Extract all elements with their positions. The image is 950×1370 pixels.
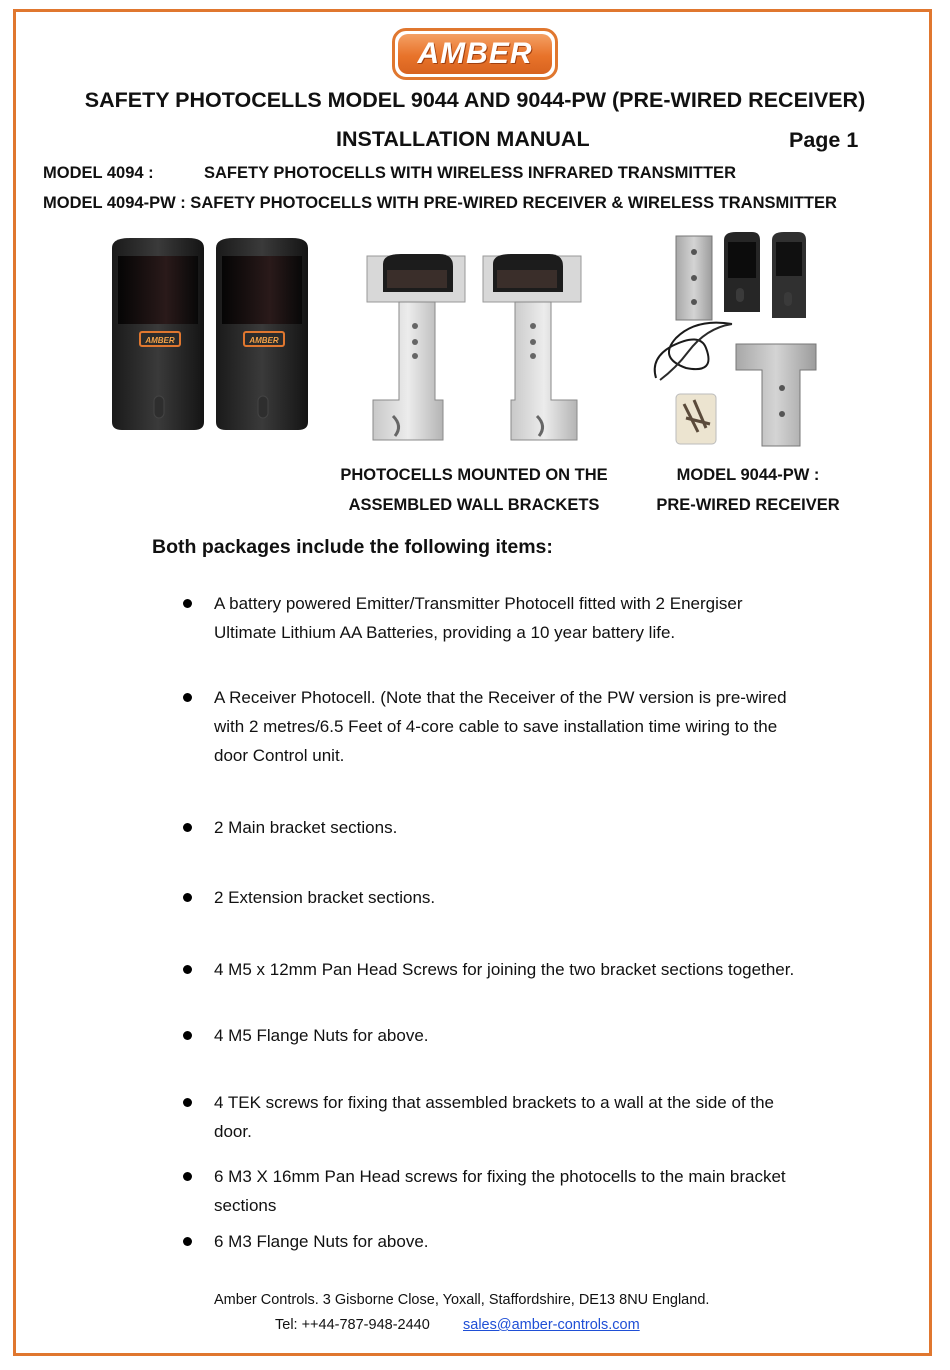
brackets-caption-line1: PHOTOCELLS MOUNTED ON THE bbox=[340, 466, 608, 484]
footer-telephone: Tel: ++44-787-948-2440 bbox=[275, 1317, 430, 1333]
footer-address: Amber Controls. 3 Gisborne Close, Yoxall, Staffordshire, DE13 8NU England. bbox=[214, 1292, 710, 1308]
pre-wired-kit-image bbox=[636, 228, 836, 450]
list-item-line: 4 TEK screws for fixing that assembled brackets to a wall at the side of the bbox=[214, 1093, 775, 1112]
list-item-line: 2 Extension bracket sections. bbox=[214, 888, 436, 907]
model-4094-description: SAFETY PHOTOCELLS WITH WIRELESS INFRARED TRANSMITTER bbox=[204, 164, 736, 182]
amber-logo-text: AMBER bbox=[398, 34, 552, 74]
photocell-right bbox=[216, 238, 308, 430]
kit-caption-line2: PRE-WIRED RECEIVER bbox=[656, 496, 840, 514]
bullet-icon bbox=[183, 965, 192, 974]
photocell-left-badge: AMBER bbox=[145, 336, 175, 345]
kit-caption bbox=[640, 460, 856, 520]
kit-bracket-small bbox=[676, 236, 712, 320]
list-item-line: 2 Main bracket sections. bbox=[214, 818, 398, 837]
model-4094-label: MODEL 4094 : bbox=[43, 164, 154, 182]
kit-receiver bbox=[724, 232, 760, 312]
list-item-line: sections bbox=[214, 1196, 277, 1215]
list-item-line: 6 M3 Flange Nuts for above. bbox=[214, 1232, 429, 1251]
bracket-right bbox=[483, 254, 581, 440]
list-item-line: 6 M3 X 16mm Pan Head screws for fixing the photocells to the main bracket bbox=[214, 1167, 786, 1186]
bracket-left bbox=[367, 254, 465, 440]
kit-screws-bag bbox=[676, 394, 716, 444]
mounted-brackets-image bbox=[365, 250, 593, 446]
page-number: Page 1 bbox=[789, 128, 859, 152]
kit-caption-line1: MODEL 9044-PW : bbox=[676, 466, 820, 484]
document-title: SAFETY PHOTOCELLS MODEL 9044 AND 9044-PW (PRE-WIRED RECEIVER) bbox=[84, 88, 866, 112]
list-item-line: A battery powered Emitter/Transmitter Photocell fitted with 2 Energiser bbox=[214, 594, 743, 613]
list-item-line: 4 M5 Flange Nuts for above. bbox=[214, 1026, 429, 1045]
photocell-left bbox=[112, 238, 204, 430]
list-item-line: with 2 metres/6.5 Feet of 4-core cable to save installation time wiring to the bbox=[214, 717, 778, 736]
photocell-right-badge: AMBER bbox=[249, 336, 279, 345]
bullet-icon bbox=[183, 1098, 192, 1107]
kit-transmitter bbox=[772, 232, 806, 318]
list-item-line: door. bbox=[214, 1122, 252, 1141]
photocells-image bbox=[108, 236, 313, 432]
document-subtitle: INSTALLATION MANUAL bbox=[336, 127, 590, 151]
bullet-icon bbox=[183, 599, 192, 608]
bullet-icon bbox=[183, 823, 192, 832]
kit-bracket-large bbox=[736, 344, 816, 446]
items-heading: Both packages include the following items: bbox=[152, 536, 553, 558]
brackets-caption bbox=[330, 460, 618, 520]
list-item-line: Ultimate Lithium AA Batteries, providing a 10 year battery life. bbox=[214, 623, 676, 642]
brackets-caption-line2: ASSEMBLED WALL BRACKETS bbox=[348, 496, 600, 514]
amber-logo bbox=[392, 28, 558, 80]
model-4094-pw-line: MODEL 4094-PW : SAFETY PHOTOCELLS WITH PRE-WIRED RECEIVER & WIRELESS TRANSMITTER bbox=[43, 194, 837, 212]
bullet-icon bbox=[183, 1031, 192, 1040]
bullet-icon bbox=[183, 1172, 192, 1181]
list-item-line: A Receiver Photocell. (Note that the Receiver of the PW version is pre-wired bbox=[214, 688, 787, 707]
list-item-line: door Control unit. bbox=[214, 746, 345, 765]
bullet-icon bbox=[183, 1237, 192, 1246]
list-item-line: 4 M5 x 12mm Pan Head Screws for joining the two bracket sections together. bbox=[214, 960, 795, 979]
footer-email-link[interactable]: sales@amber-controls.com bbox=[463, 1317, 640, 1333]
kit-cable bbox=[655, 323, 732, 380]
bullet-icon bbox=[183, 693, 192, 702]
bullet-icon bbox=[183, 893, 192, 902]
